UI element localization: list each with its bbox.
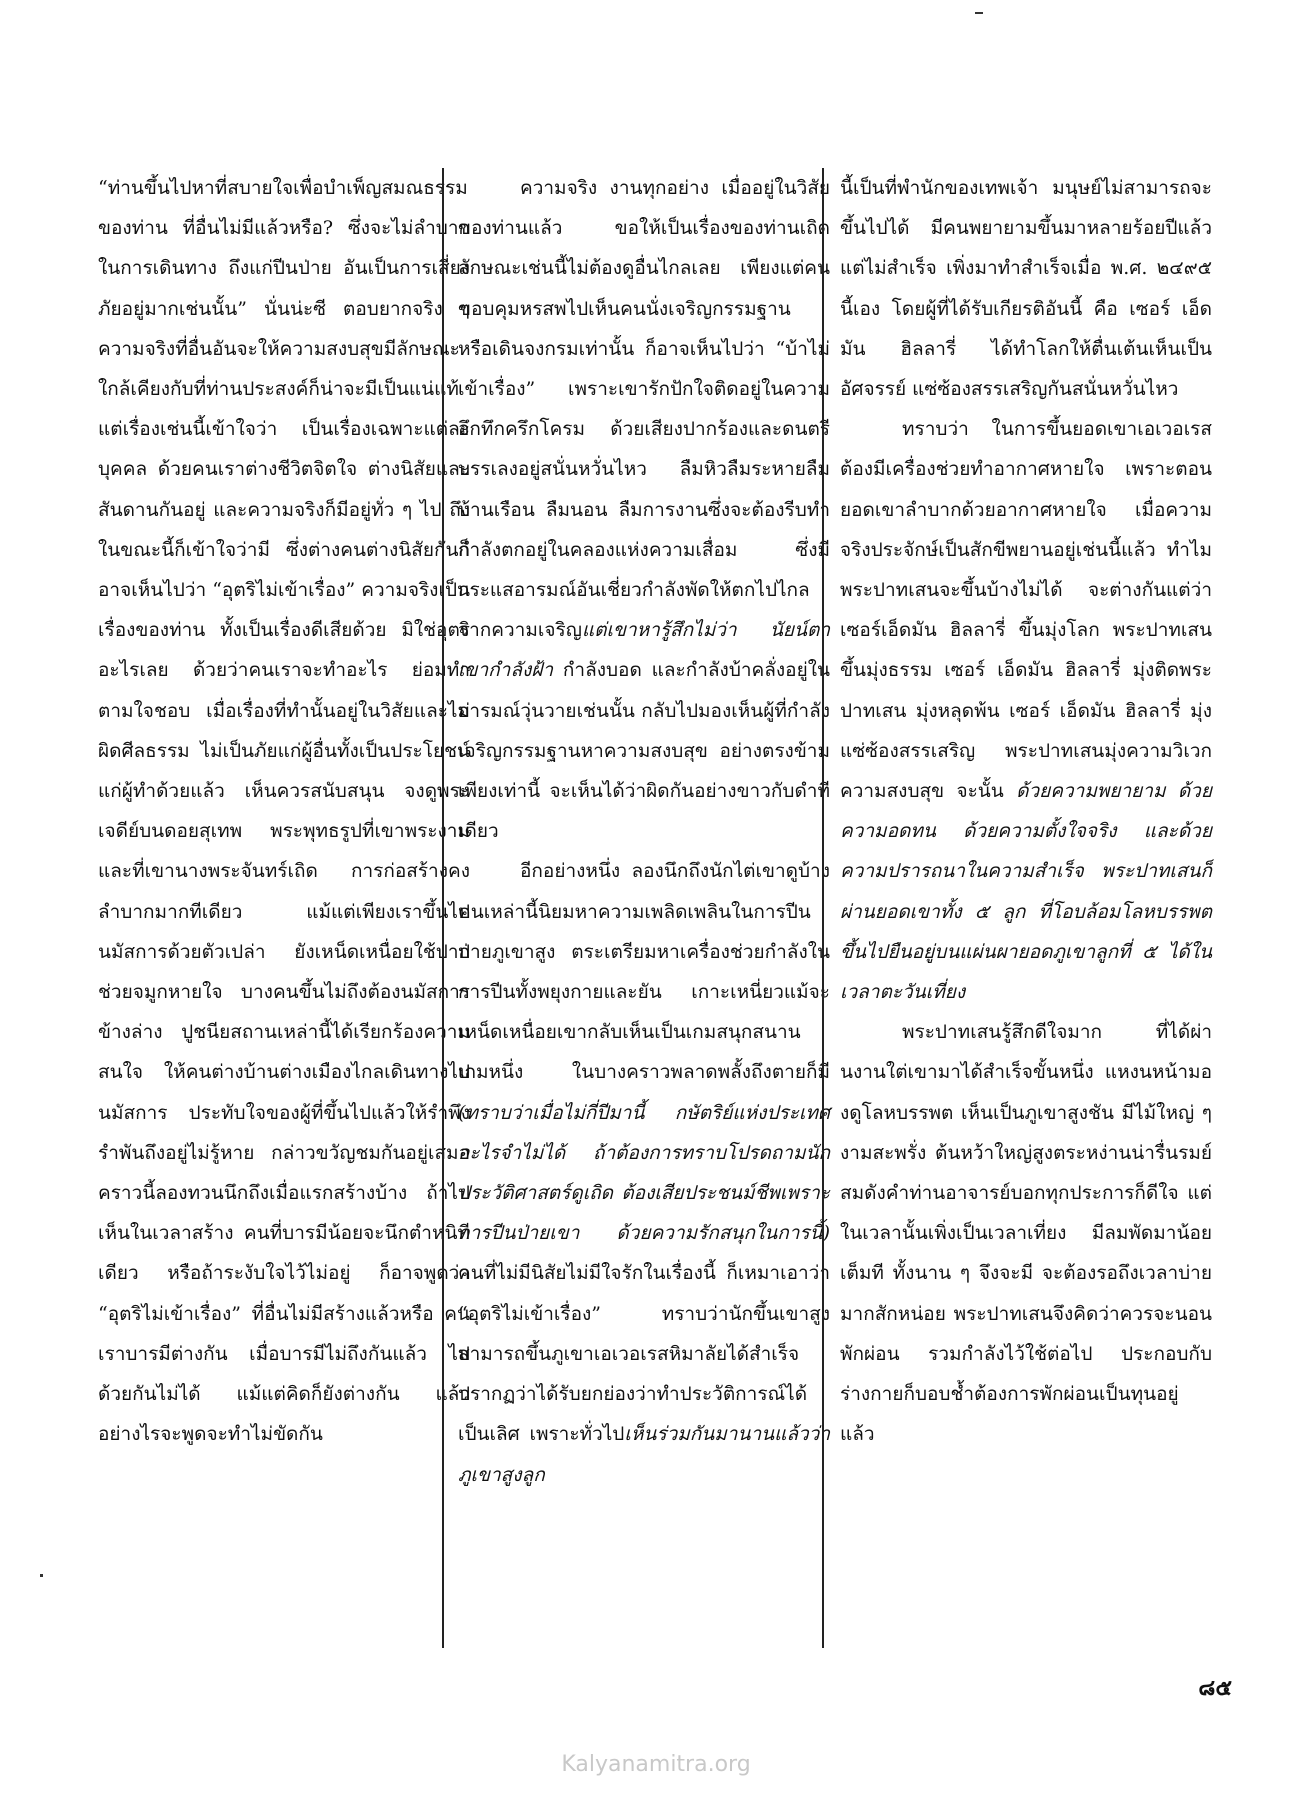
paragraph-text: กำลังบอด และกำลังบ้าคลั่งอยู่ในอารมณ์วุ่นวายเช่นนั้น กลับไปมองเห็นผู้ที่กำลังเจริญกรรมฐานหาความสงบสุข อย่างตรงข้ามเพียงเท่านี้ จะเห็นได้ว่าผิดกันอย่างขาวกับดำทีเดียว <box>458 659 830 843</box>
paragraph-text: คนที่ไม่มีนิสัยไม่มีใจรักในเรื่องนี้ ก็เหมาเอาว่า “อุตริไม่เข้าเรื่อง” ทราบว่านักขึ้นเขาสูงสามารถขึ้นภูเขาเอเวอเรสหิมาลัยได้สำเร็จ ปรากฏว่าได้รับยกย่องว่าทำประวัติการณ์ได้เป็นเลิศ เพราะทั่วไป <box>458 1262 830 1446</box>
watermark: Kalyanamitra.org <box>561 1752 751 1777</box>
scan-speck <box>975 12 983 14</box>
italic-text: (ทราบว่าเมื่อไม่กี่ปีมานี้ กษัตริย์แห่งประเทศอะไรจำไม่ได้ ถ้าต้องการทราบโปรดถามนักประวัติศาสตร์ดูเถิด ต้องเสียประชนม์ชีพเพราะการปีนป่ายเขา ด้วยความรักสนุกในการนี้) <box>458 1101 830 1245</box>
paragraph: พระปาทเสนรู้สึกดีใจมาก ที่ได้ผ่านงานใต่เขามาได้สำเร็จขั้นหนึ่ง แหงนหน้ามองดูโลหบรรพต เห็นเป็นภูเขาสูงชัน มีไม้ใหญ่ ๆ งามสะพรั่ง ต้นหว้าใหญ่สูงตระหง่านน่ารื่นรมย์ สมดังคำท่านอาจารย์บอกทุกประการก็ดีใจ แต่ในเวลานั้นเพิ่งเป็นเวลาเที่ยง มีลมพัดมาน้อยเต็มที ทั้งนาน ๆ จึงจะมี จะต้องรอถึงเวลาบ่ายมากสักหน่อย พระปาทเสนจึงคิดว่าควรจะนอนพักผ่อน รวมกำลังไว้ใช้ต่อไป ประกอบกับร่างกายก็บอบช้ำต้องการพักผ่อนเป็นทุนอยู่แล้ว <box>840 1021 1212 1446</box>
column-divider <box>822 168 824 1648</box>
italic-text: แต่เขาหารู้สึกไม่ว่า นัยน์ตาเขากำลังฝ้า <box>458 619 830 682</box>
paragraph: นี้เป็นที่พำนักของเทพเจ้า มนุษย์ไม่สามารถจะขึ้นไปได้ มีคนพยายามขึ้นมาหลายร้อยปีแล้ว แต่ไม่สำเร็จ เพิ่งมาทำสำเร็จเมื่อ พ.ศ. ๒๔๙๕ นี้เอง โดยผู้ที่ได้รับเกียรติอันนี้ คือ เซอร์ เอ็ดมัน ฮิลลารี่ ได้ทำโลกให้ตื่นเต้นเห็นเป็นอัศจรรย์ แซ่ซ้องสรรเสริญกันสนั่นหวั่นไหว <box>840 177 1212 401</box>
column-divider <box>442 168 444 1648</box>
paragraph <box>458 851 830 1494</box>
paragraph: “ท่านขึ้นไปหาที่สบายใจเพื่อบำเพ็ญสมณธรรมของท่าน ที่อื่นไม่มีแล้วหรือ? ซึ่งจะไม่ลำบากในการเดินทาง ถึงแก่ปีนป่าย อันเป็นการเสี่ยงภัยอยู่มากเช่นนั้น” นั่นน่ะซี ตอบยากจริง ๆ ความจริงที่อื่นอันจะให้ความสงบสุขมีลักษณะใกล้เคียงกับที่ท่านประสงค์ก็น่าจะมีเป็นแน่แท้ แต่เรื่องเช่นนี้เข้าใจว่า เป็นเรื่องเฉพาะแต่ละบุคคล ด้วยคนเราต่างชีวิตจิตใจ ต่างนิสัยและสันดานกันอยู่ และความจริงก็มีอยู่ทั่ว ๆ ไป ถึงในขณะนี้ก็เข้าใจว่ามี ซึ่งต่างคนต่างนิสัยกันก็อาจเห็นไปว่า “อุตริไม่เข้าเรื่อง” ความจริงเป็นเรื่องของท่าน ทั้งเป็นเรื่องดีเสียด้วย มิใช่อุตริอะไรเลย ด้วยว่าคนเราจะทำอะไร ย่อมทำตามใจชอบ เมื่อเรื่องที่ทำนั้นอยู่ในวิสัยและไม่ผิดศีลธรรม ไม่เป็นภัยแก่ผู้อื่นทั้งเป็นประโยชน์แก่ผู้ทำด้วยแล้ว เห็นควรสนับสนุน จงดูพระเจดีย์บนดอยสุเทพ พระพุทธรูปที่เขาพระงามและที่เขานางพระจันทร์เถิด การก่อสร้างคงลำบากมากทีเดียว แม้แต่เพียงเราขึ้นไปนมัสการด้วยตัวเปล่า ยังเหน็ดเหนื่อยใช้ปากช่วยจมูกหายใจ บางคนขึ้นไม่ถึงต้องนมัสการข้างล่าง ปูชนียสถานเหล่านี้ได้เรียกร้องความสนใจ ให้คนต่างบ้านต่างเมืองไกลเดินทางไปนมัสการ ประทับใจของผู้ที่ขึ้นไปแล้วให้รำพึงรำพันถึงอยู่ไม่รู้หาย กล่าวขวัญชมกันอยู่เสมอ คราวนี้ลองทวนนึกถึงเมื่อแรกสร้างบ้าง ถ้าไปเห็นในเวลาสร้าง คนที่บารมีน้อยจะนึกตำหนิทีเดียว หรือถ้าระงับใจไว้ไม่อยู่ ก็อาจพูดว่า “อุตริไม่เข้าเรื่อง” ที่อื่นไม่มีสร้างแล้วหรือ คนเราบารมีต่างกัน เมื่อบารมีไม่ถึงกันแล้ว ไปด้วยกันไม่ได้ แม้แต่คิดก็ยังต่างกัน แล้วอย่างไรจะพูดจะทำไม่ขัดกัน <box>98 177 470 1446</box>
text-column-middle <box>458 168 830 1495</box>
italic-text: ด้วยความพยายาม ด้วยความอดทน ด้วยความตั้งใจจริง และด้วยความปรารถนาในความสำเร็จ พระปาทเสนก็ผ่านยอดเขาทั้ง ๕ ลูก ที่โอบล้อมโลหบรรพตขึ้นไปยืนอยู่บนแผ่นผายอดภูเขาลูกที่ ๕ ได้ในเวลาตะวันเที่ยง <box>840 780 1212 1004</box>
paragraph-text: อีกอย่างหนึ่ง ลองนึกถึงนักไต่เขาดูบ้าง คนเหล่านี้นิยมหาความเพลิดเพลินในการปีนป่ายภูเขาสูง ตระเตรียมหาเครื่องช่วยกำลังในการปีนทั้งพยุงกายและยัน เกาะเหนี่ยวแม้จะเหน็ดเหนื่อยเขากลับเห็นเป็นเกมสนุกสนานเกมหนึ่ง ในบางคราวพลาดพลั้งถึงตายก็มี <box>458 860 830 1084</box>
scan-speck <box>40 1574 43 1577</box>
paragraph <box>840 409 1212 1012</box>
paragraph-text: ทราบว่า ในการขึ้นยอดเขาเอเวอเรส ต้องมีเครื่องช่วยทำอากาศหายใจ เพราะตอนยอดเขาลำบากด้วยอากาศหายใจ เมื่อความจริงประจักษ์เป็นสักขีพยานอยู่เช่นนี้แล้ว ทำไมพระปาทเสนจะขึ้นบ้างไม่ได้ จะต่างกันแต่ว่า เซอร์เอ็ดมัน ฮิลลารี่ ขึ้นมุ่งโลก พระปาทเสนขึ้นมุ่งธรรม เซอร์ เอ็ดมัน ฮิลลารี่ มุ่งติดพระปาทเสน มุ่งหลุดพ้น เซอร์ เอ็ดมัน ฮิลลารี่ มุ่งแซ่ซ้องสรรเสริญ พระปาทเสนมุ่งความวิเวกความสงบสุข จะนั้น <box>840 418 1212 803</box>
italic-text: เห็นร่วมกันมานานแล้วว่า ภูเขาสูงลูก <box>458 1423 830 1486</box>
text-column-right <box>840 168 1212 1455</box>
text-column-left <box>98 168 470 1455</box>
page-number: ๘๕ <box>1198 1675 1232 1701</box>
paragraph <box>458 168 830 851</box>
paragraph-text: ความจริง งานทุกอย่าง เมื่ออยู่ในวิสัยของท่านแล้ว ขอให้เป็นเรื่องของท่านเถิด ลักษณะเช่นนี้ไม่ต้องดูอื่นไกลเลย เพียงแต่คนขอบคุมหรสพไปเห็นคนนั่งเจริญกรรมฐาน หรือเดินจงกรมเท่านั้น ก็อาจเห็นไปว่า “บ้าไม่เข้าเรื่อง” เพราะเขารักปักใจติดอยู่ในความอึกทึกครึกโครม ด้วยเสียงปากร้องและดนตรีบรรเลงอยู่สนั่นหวั่นไหว ลืมหิวลืมระหายลืมบ้านเรือน ลืมนอน ลืมการงานซึ่งจะต้องรีบทำ กำลังตกอยู่ในคลองแห่งความเสื่อม ซึ่งมีกระแสอารมณ์อันเชี่ยวกำลังพัดให้ตกไปไกลจากความเจริญ <box>458 177 830 642</box>
